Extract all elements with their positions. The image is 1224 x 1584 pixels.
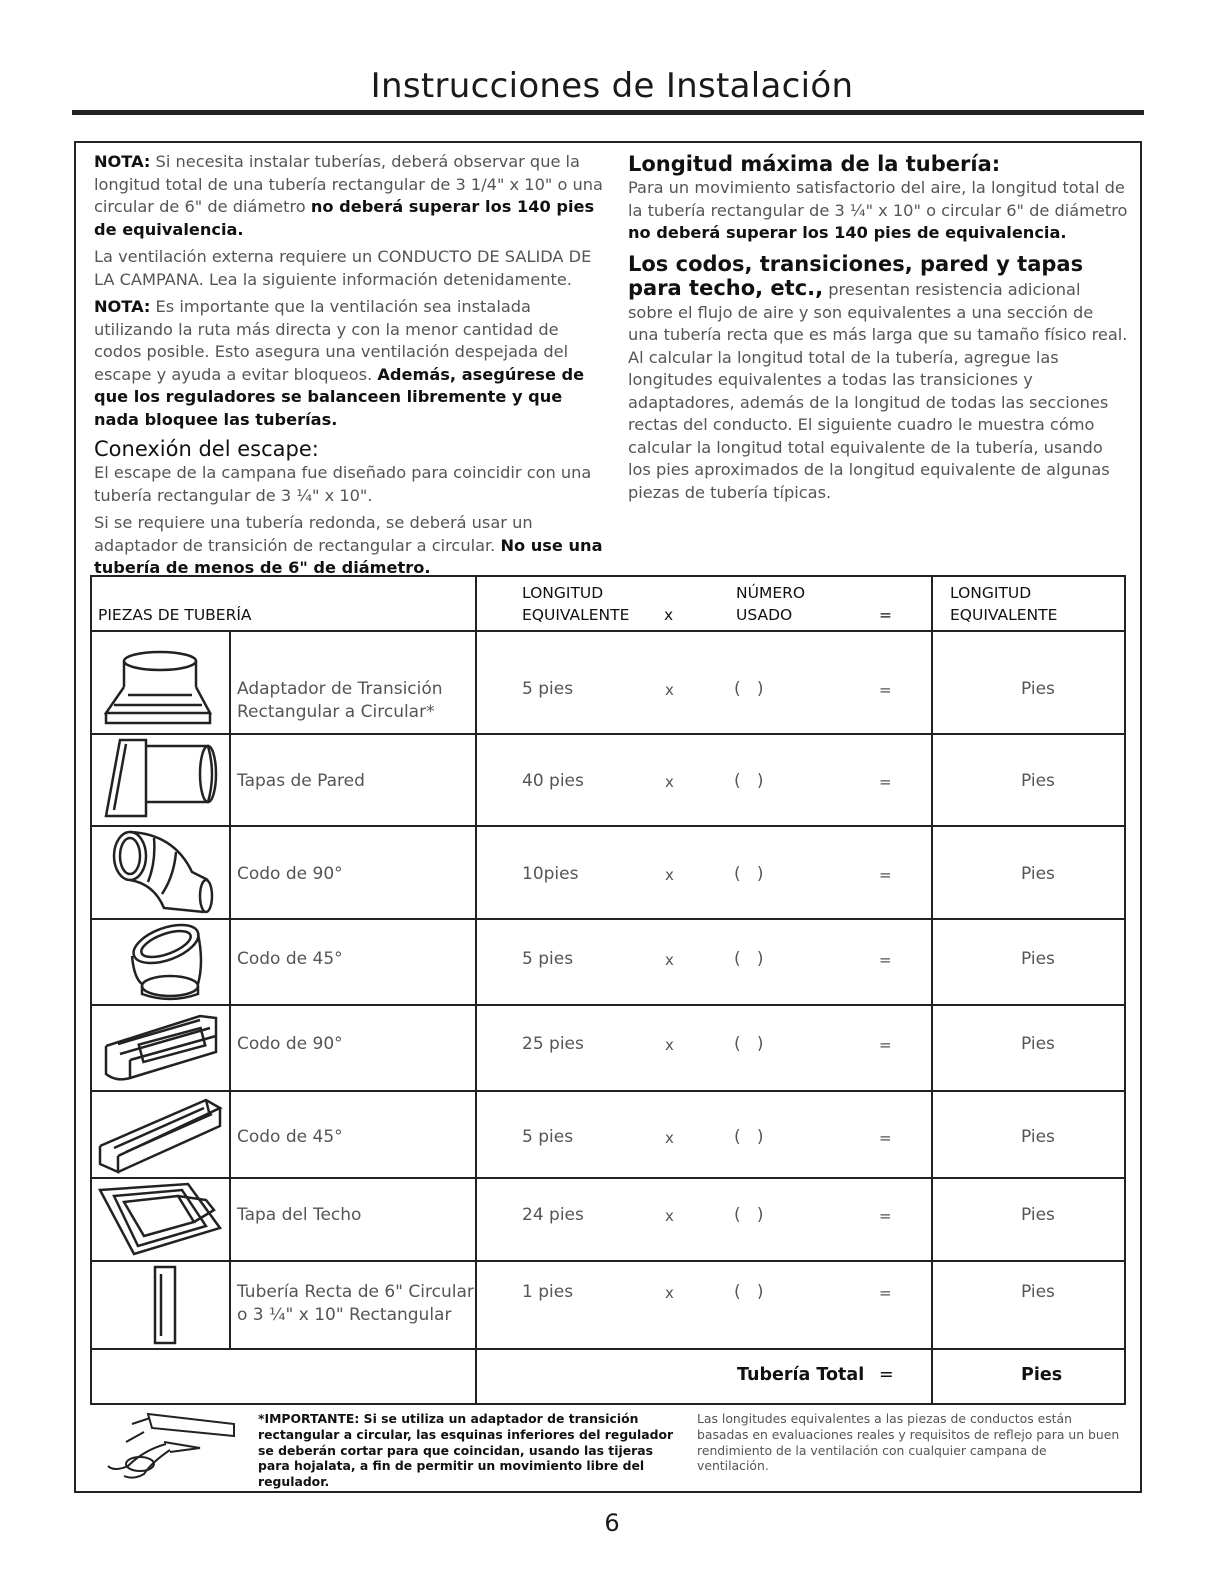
row-name: Tubería Recta de 6" Circular xyxy=(237,1282,474,1302)
row-name: Tapa del Techo xyxy=(237,1205,362,1225)
title-rule xyxy=(72,110,1144,115)
row-length: 1 pies xyxy=(522,1282,574,1302)
row-number-blank: ( ) xyxy=(734,679,764,699)
row-x: x xyxy=(665,1129,674,1147)
row-x: x xyxy=(665,1284,674,1302)
row-equals: = xyxy=(879,1036,892,1054)
header-x: x xyxy=(664,606,674,624)
codos-text: presentan resistencia adicional sobre el flujo de aire y son equivalentes a una sección de una tubería recta que es más larga que su tamaño físico real. Al calcular la longitud total de la tubería, agregue las longitudes equivalentes a todas las transiciones y adaptadores, además de la longitud de todas las secciones rectas del conducto. El siguiente cuadro le muestra cómo calcular la longitud total equivalente de la tubería, usando los pies aproximados de la longitud equivalente de algunas piezas de tubería típicas. xyxy=(628,280,1128,502)
table-rule xyxy=(90,825,1126,827)
row-equals: = xyxy=(879,951,892,969)
right-column xyxy=(628,151,1128,509)
header-longitud-2: EQUIVALENTE xyxy=(522,606,630,624)
codos-paragraph xyxy=(628,253,1128,505)
nota-bold: no deberá superar los 140 pies de equivalencia. xyxy=(94,197,595,239)
nota-bold: Además, asegúrese de que los reguladores se balanceen libremente y que nada bloquee las tuberías. xyxy=(94,364,585,429)
left-column xyxy=(94,151,604,585)
row-number-blank: ( ) xyxy=(734,1127,764,1147)
row-number-blank: ( ) xyxy=(734,1282,764,1302)
page-number: 6 xyxy=(604,1509,620,1537)
row-equals: = xyxy=(879,773,892,791)
row-unit: Pies xyxy=(1021,864,1055,884)
total-equals: = xyxy=(879,1365,894,1385)
nota-label: NOTA: xyxy=(94,152,151,171)
longitud-paragraph xyxy=(628,177,1128,245)
row-name: Rectangular a Circular* xyxy=(237,702,435,722)
round-elbow-45-icon xyxy=(118,922,208,1002)
nota-label: NOTA: xyxy=(94,297,151,316)
nota-paragraph-1 xyxy=(94,151,604,241)
row-length: 24 pies xyxy=(522,1205,584,1225)
row-length: 25 pies xyxy=(522,1034,584,1054)
header-total-1: LONGITUD xyxy=(950,584,1032,602)
longitud-text: Para un movimiento satisfactorio del aire, la longitud total de la tubería rectangular de 3 ¼" x 10" o circular 6" de diámetro xyxy=(628,178,1128,220)
table-divider xyxy=(931,575,933,1405)
row-equals: = xyxy=(879,866,892,884)
header-equals: = xyxy=(879,606,892,624)
roof-cap-icon xyxy=(94,1180,226,1258)
row-equals: = xyxy=(879,681,892,699)
row-name: Tapas de Pared xyxy=(237,771,365,791)
conexion-text: Si se requiere una tubería redonda, se deberá usar un adaptador de transición de rectangular a circular. xyxy=(94,513,533,555)
row-length: 10pies xyxy=(522,864,579,884)
total-label: Tubería Total xyxy=(737,1365,865,1385)
header-numero-2: USADO xyxy=(736,606,793,624)
table-rule xyxy=(90,1348,1126,1350)
header-total-2: EQUIVALENTE xyxy=(950,606,1058,624)
row-x: x xyxy=(665,1207,674,1225)
wall-cap-icon xyxy=(100,736,220,822)
rect-elbow-90-icon xyxy=(100,1010,224,1086)
round-elbow-90-icon xyxy=(104,828,216,916)
row-unit: Pies xyxy=(1021,1282,1055,1302)
row-length: 5 pies xyxy=(522,949,574,969)
conexion-heading: Conexión del escape: xyxy=(94,437,319,461)
row-number-blank: ( ) xyxy=(734,1034,764,1054)
table-rule xyxy=(90,1177,1126,1179)
row-unit: Pies xyxy=(1021,679,1055,699)
conexion-bold: No use una tubería de menos de 6" de diámetro. xyxy=(94,535,603,577)
table-divider xyxy=(475,575,477,1405)
table-rule xyxy=(90,1004,1126,1006)
table-rule xyxy=(90,630,1126,632)
row-name: Codo de 45° xyxy=(237,1127,343,1147)
vent-paragraph: La ventilación externa requiere un CONDUCTO DE SALIDA DE LA CAMPANA. Lea la siguiente información detenidamente. xyxy=(94,247,592,289)
row-x: x xyxy=(665,866,674,884)
row-name: Adaptador de Transición xyxy=(237,679,443,699)
row-x: x xyxy=(665,951,674,969)
total-unit: Pies xyxy=(1021,1365,1063,1385)
row-number-blank: ( ) xyxy=(734,1205,764,1225)
row-name: Codo de 90° xyxy=(237,864,343,884)
row-unit: Pies xyxy=(1021,1034,1055,1054)
conexion-paragraph-1: El escape de la campana fue diseñado para coincidir con una tubería rectangular de 3 ¼" x 10". xyxy=(94,463,592,505)
row-unit: Pies xyxy=(1021,1205,1055,1225)
row-x: x xyxy=(665,1036,674,1054)
row-equals: = xyxy=(879,1284,892,1302)
nota-text: Si necesita instalar tuberías, deberá observar que la longitud total de una tubería rectangular de 3 1/4" x 10" o una circular de 6" de diámetro xyxy=(94,152,603,216)
row-number-blank: ( ) xyxy=(734,771,764,791)
row-equals: = xyxy=(879,1129,892,1147)
rect-elbow-45-icon xyxy=(96,1094,226,1174)
longitud-bold: no deberá superar los 140 pies de equivalencia. xyxy=(628,223,1067,242)
row-unit: Pies xyxy=(1021,949,1055,969)
tin-snips-icon xyxy=(104,1410,238,1482)
table-rule xyxy=(90,918,1126,920)
straight-pipe-icon xyxy=(150,1264,180,1346)
row-length: 40 pies xyxy=(522,771,584,791)
footnote-note: Las longitudes equivalentes a las piezas de conductos están basadas en evaluaciones reales y requisitos de reflejo para un buen rendimiento de la ventilación con cualquier campana de ventilación. xyxy=(697,1411,1120,1474)
header-longitud-1: LONGITUD xyxy=(522,584,604,602)
codos-heading: Los codos, transiciones, pared y tapas para techo, etc., xyxy=(628,251,1084,300)
page-title: Instrucciones de Instalación xyxy=(370,66,854,106)
row-number-blank: ( ) xyxy=(734,949,764,969)
nota-text: Es importante que la ventilación sea instalada utilizando la ruta más directa y con la menor cantidad de codos posible. Esto asegura una ventilación despejada del escape y ayuda a evitar bloqueos. xyxy=(94,297,569,384)
row-number-blank: ( ) xyxy=(734,864,764,884)
row-length: 5 pies xyxy=(522,1127,574,1147)
row-name: Codo de 90° xyxy=(237,1034,343,1054)
footnote-important: *IMPORTANTE: Si se utiliza un adaptador de transición rectangular a circular, las esquinas inferiores del regulador se deberán cortar para que coincidan, usando las tijeras para hojalata, a fin de permitir un movimiento libre del regulador. xyxy=(258,1411,674,1490)
row-length: 5 pies xyxy=(522,679,574,699)
nota-paragraph-2 xyxy=(94,296,604,431)
row-name: Codo de 45° xyxy=(237,949,343,969)
row-equals: = xyxy=(879,1207,892,1225)
header-piezas: PIEZAS DE TUBERÍA xyxy=(98,606,252,624)
row-x: x xyxy=(665,773,674,791)
row-unit: Pies xyxy=(1021,771,1055,791)
longitud-heading: Longitud máxima de la tubería: xyxy=(628,152,1001,176)
table-rule xyxy=(90,1090,1126,1092)
row-x: x xyxy=(665,681,674,699)
row-name: o 3 ¼" x 10" Rectangular xyxy=(237,1305,452,1325)
conexion-paragraph-2 xyxy=(94,512,604,580)
header-numero-1: NÚMERO xyxy=(736,584,806,602)
row-unit: Pies xyxy=(1021,1127,1055,1147)
table-divider xyxy=(229,631,231,1349)
table-rule xyxy=(90,1260,1126,1262)
table-rule xyxy=(90,733,1126,735)
transition-adapter-icon xyxy=(98,645,220,727)
